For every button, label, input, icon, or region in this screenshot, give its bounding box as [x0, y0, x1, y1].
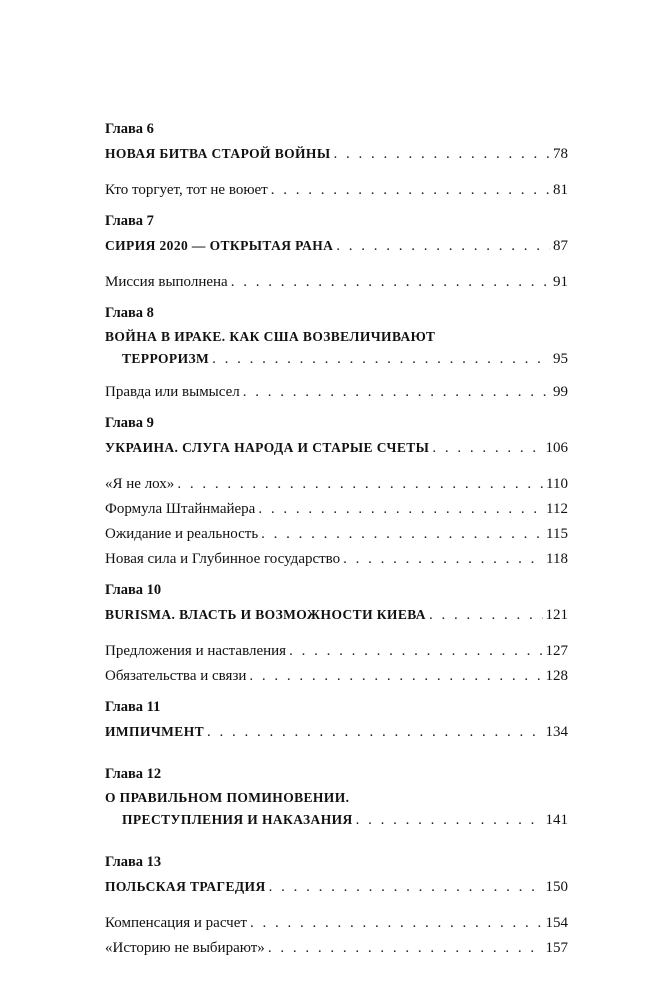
section-title: Правда или вымысел: [105, 384, 240, 400]
section-entry: [105, 473, 568, 495]
section-entry: [105, 498, 568, 520]
chapter-title-entry: [105, 876, 568, 898]
dot-leader: [261, 523, 543, 545]
page-number: 81: [553, 182, 568, 198]
chapter-11: [105, 696, 568, 754]
section-title: «Я не лох»: [105, 476, 175, 492]
page-number: 128: [545, 668, 568, 684]
section-title: Компенсация и расчет: [105, 915, 247, 931]
page-number: 110: [546, 476, 568, 492]
chapter-title-entry: [105, 604, 568, 626]
page-number: 154: [545, 915, 568, 931]
page-number: 78: [553, 146, 568, 162]
dot-leader: [258, 498, 543, 520]
page-number: 87: [553, 238, 568, 254]
page-number: 106: [545, 440, 568, 456]
section-title: Обязательства и связи: [105, 668, 247, 684]
dot-leader: [333, 143, 550, 165]
section-entry: [105, 271, 568, 293]
dot-leader: [429, 604, 543, 626]
section-entry: [105, 523, 568, 545]
section-title: Формула Штайнмайера: [105, 501, 256, 517]
chapter-title: УКРАИНА. СЛУГА НАРОДА И СТАРЫЕ СЧЕТЫ: [105, 440, 430, 455]
chapter-8: [105, 302, 568, 403]
dot-leader: [289, 640, 542, 662]
chapter-title-entry: [105, 348, 568, 370]
chapter-label: Глава 8: [105, 305, 154, 321]
page-number: 99: [553, 384, 568, 400]
chapter-title-line-1: О ПРАВИЛЬНОМ ПОМИНОВЕНИИ.: [105, 790, 350, 805]
chapter-title: ТЕРРОРИЗМ: [122, 351, 210, 366]
chapter-label: Глава 6: [105, 121, 154, 137]
dot-leader: [356, 809, 543, 831]
chapter-title-entry: [105, 721, 568, 743]
chapter-label: Глава 13: [105, 854, 162, 870]
dot-leader: [207, 721, 542, 743]
dot-leader: [269, 876, 543, 898]
dot-leader: [177, 473, 543, 495]
section-entry: [105, 912, 568, 934]
page-number: 127: [545, 643, 568, 659]
section-title: Миссия выполнена: [105, 274, 228, 290]
dot-leader: [249, 665, 542, 687]
chapter-title: ИМПИЧМЕНТ: [105, 724, 205, 739]
section-entry: [105, 640, 568, 662]
chapter-title: НОВАЯ БИТВА СТАРОЙ ВОЙНЫ: [105, 146, 331, 161]
section-title: Кто торгует, тот не воюет: [105, 182, 268, 198]
page-number: 118: [546, 551, 568, 567]
dot-leader: [271, 179, 550, 201]
table-of-contents: [105, 118, 568, 962]
dot-leader: [343, 548, 543, 570]
chapter-label: Глава 10: [105, 582, 162, 598]
chapter-title: BURISMA. ВЛАСТЬ И ВОЗМОЖНОСТИ КИЕВА: [105, 607, 426, 622]
dot-leader: [212, 348, 550, 370]
section-title: Ожидание и реальность: [105, 526, 259, 542]
section-entry: [105, 381, 568, 403]
chapter-13: [105, 851, 568, 959]
section-title: «Историю не выбирают»: [105, 940, 265, 956]
chapter-label: Глава 7: [105, 213, 154, 229]
dot-leader: [243, 381, 550, 403]
dot-leader: [432, 437, 542, 459]
chapter-6: [105, 118, 568, 201]
chapter-9: [105, 412, 568, 570]
section-title: Предложения и наставления: [105, 643, 287, 659]
chapter-10: [105, 579, 568, 687]
page-number: 150: [545, 879, 568, 895]
section-entry: [105, 548, 568, 570]
page-number: 141: [545, 812, 568, 828]
chapter-title-entry: [105, 437, 568, 459]
page-number: 91: [553, 274, 568, 290]
dot-leader: [336, 235, 550, 257]
dot-leader: [250, 912, 543, 934]
page-number: 115: [546, 526, 568, 542]
page-number: 134: [545, 724, 568, 740]
section-title: Новая сила и Глубинное государство: [105, 551, 341, 567]
chapter-7: [105, 210, 568, 293]
chapter-title-line-1: ВОЙНА В ИРАКЕ. КАК США ВОЗВЕЛИЧИВАЮТ: [105, 329, 436, 344]
section-entry: [105, 179, 568, 201]
dot-leader: [268, 937, 543, 959]
chapter-title-entry: [105, 809, 568, 831]
chapter-12: [105, 763, 568, 842]
chapter-label: Глава 11: [105, 699, 161, 715]
section-entry: [105, 937, 568, 959]
page-number: 112: [546, 501, 568, 517]
chapter-title: ПРЕСТУПЛЕНИЯ И НАКАЗАНИЯ: [122, 812, 353, 827]
chapter-label: Глава 12: [105, 766, 162, 782]
page-number: 157: [545, 940, 568, 956]
chapter-title: СИРИЯ 2020 — ОТКРЫТАЯ РАНА: [105, 238, 334, 253]
page-number: 121: [545, 607, 568, 623]
page-number: 95: [553, 351, 568, 367]
chapter-title-entry: [105, 143, 568, 165]
section-entry: [105, 665, 568, 687]
chapter-title-entry: [105, 235, 568, 257]
dot-leader: [231, 271, 550, 293]
chapter-title: ПОЛЬСКАЯ ТРАГЕДИЯ: [105, 879, 266, 894]
chapter-label: Глава 9: [105, 415, 154, 431]
